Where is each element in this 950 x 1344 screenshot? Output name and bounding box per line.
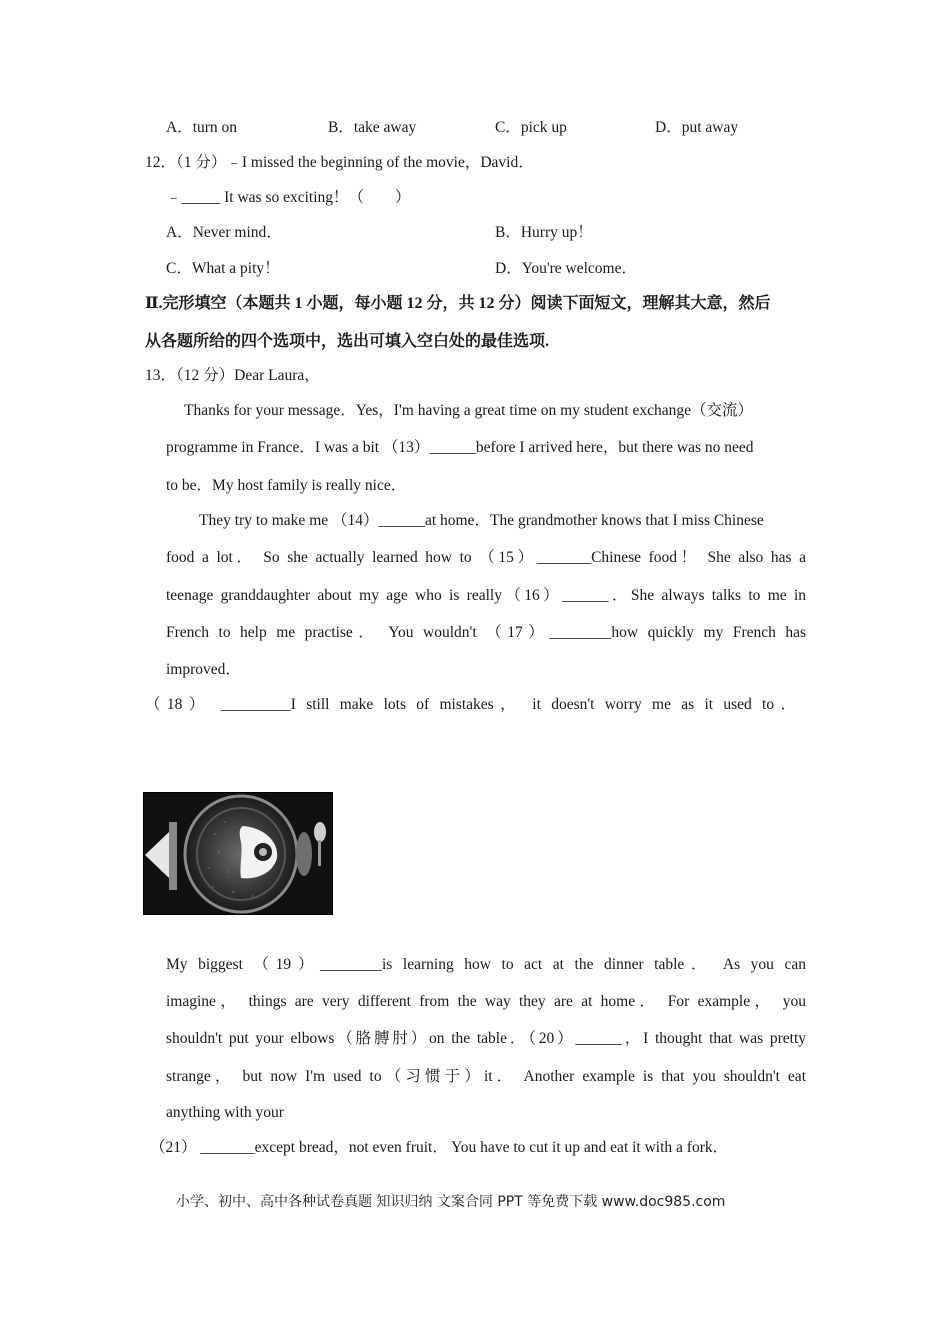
q12-reply: ﹣_____ It was so exciting！（ ） bbox=[166, 189, 411, 206]
section-heading-line2: 从各题所给的四个选项中，选出可填入空白处的最佳选项. bbox=[145, 333, 550, 350]
passage-line: shouldn't put your elbows（胳膊肘）on the table．（20）______，I thought that was pretty bbox=[166, 1030, 806, 1047]
page-footer: 小学、初中、高中各种试卷真题 知识归纳 文案合同 PPT 等免费下载 www.doc985.com bbox=[176, 1194, 726, 1210]
passage-line: （18） _________I still make lots of mistakes， it doesn't worry me as it used to． bbox=[145, 696, 796, 713]
q11-option-a: A．turn on bbox=[166, 119, 238, 136]
passage-line: anything with your bbox=[166, 1104, 284, 1121]
q13-header: 13．（12 分）Dear Laura， bbox=[145, 367, 320, 384]
q12-option-c: C．What a pity！ bbox=[166, 260, 280, 277]
passage-line: imagine， things are very different from the way they are at home． For example， you bbox=[166, 993, 806, 1010]
passage-line: to be．My host family is really nice． bbox=[166, 477, 407, 494]
passage-line: programme in France．I was a bit （13）______before I arrived here，but there was no need bbox=[166, 439, 754, 456]
q12-option-b: B．Hurry up！ bbox=[495, 224, 593, 241]
passage-line: strange， but now I'm used to（习惯于）it． Another example is that you shouldn't eat bbox=[166, 1068, 806, 1085]
passage-line: My biggest （19）________is learning how to act at the dinner table． As you can bbox=[166, 956, 806, 973]
passage-line: improved． bbox=[166, 661, 241, 678]
passage-line: Thanks for your message．Yes，I'm having a great time on my student exchange（交流） bbox=[184, 402, 754, 419]
q12-option-a: A．Never mind． bbox=[166, 224, 282, 241]
q11-option-d: D．put away bbox=[655, 119, 739, 136]
q12-stem: 12．（1 分）﹣I missed the beginning of the movie，David． bbox=[145, 154, 534, 171]
passage-line: （21） _______except bread，not even fruit． You have to cut it up and eat it with a fork． bbox=[150, 1139, 729, 1156]
plate-photo bbox=[143, 792, 333, 915]
passage-line: teenage granddaughter about my age who is really（16）______．She always talks to me in bbox=[166, 587, 806, 604]
passage-line: French to help me practise． You wouldn't （17）________how quickly my French has bbox=[166, 624, 806, 641]
q12-option-d: D．You're welcome． bbox=[495, 260, 637, 277]
q11-option-c: C．pick up bbox=[495, 119, 567, 136]
passage-line: food a lot． So she actually learned how to （15）_______Chinese food！ She also has a bbox=[166, 549, 806, 566]
section-heading-line1: Ⅱ.完形填空（本题共 1 小题，每小题 12 分，共 12 分）阅读下面短文，理解其大意，然后 bbox=[145, 295, 771, 312]
passage-line: They try to make me （14）______at home．The grandmother knows that I miss Chinese bbox=[199, 512, 764, 529]
q11-option-b: B．take away bbox=[328, 119, 417, 136]
